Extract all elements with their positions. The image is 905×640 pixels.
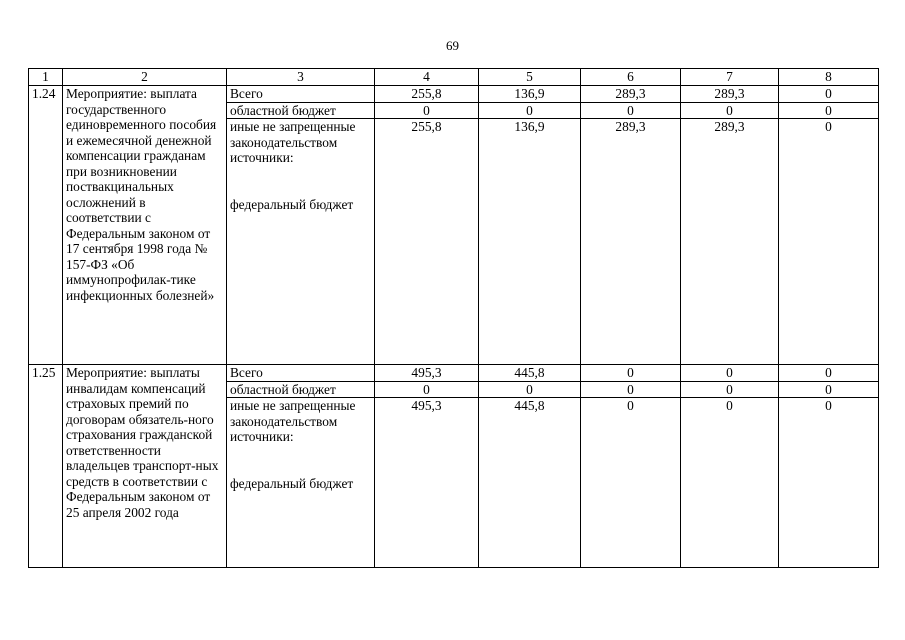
- value-cell: 495,3: [375, 398, 479, 568]
- value-cell: 0: [779, 398, 879, 568]
- value-cell: 0: [581, 365, 681, 382]
- value-cell: 0: [779, 119, 879, 365]
- value-cell: 289,3: [581, 86, 681, 103]
- value-cell: 445,8: [479, 365, 581, 382]
- value-cell: 0: [375, 102, 479, 119]
- value-cell: 0: [581, 102, 681, 119]
- column-header-2: 2: [63, 69, 227, 86]
- value-cell: 136,9: [479, 119, 581, 365]
- source-label-group: [227, 398, 375, 568]
- row-description: Мероприятие: выплаты инвалидам компенсаций страховых премий по договорам обязатель-ного страхования гражданской ответственности владельцев транспорт-ных средств в соответствии с Федеральным законом от 25 апреля 2002 года: [63, 365, 227, 568]
- column-header-5: 5: [479, 69, 581, 86]
- table-row: [29, 86, 879, 103]
- value-cell: 495,3: [375, 365, 479, 382]
- value-cell: 0: [581, 398, 681, 568]
- value-cell: 0: [581, 381, 681, 398]
- spacer: [230, 166, 371, 197]
- value-cell: 255,8: [375, 86, 479, 103]
- value-cell: 445,8: [479, 398, 581, 568]
- value-cell: 136,9: [479, 86, 581, 103]
- source-label-group: [227, 119, 375, 365]
- table-row: [29, 365, 879, 382]
- row-description: Мероприятие: выплата государственного единовременного пособия и ежемесячной денежной компенсации гражданам при возникновении поствакцинальных осложнений в соответствии с Федеральным законом от 17 сентября 1998 года № 157-ФЗ «Об иммунопрофилак-тике инфекционных болезней»: [63, 86, 227, 365]
- value-cell: 0: [681, 365, 779, 382]
- row-index: 1.24: [29, 86, 63, 365]
- source-label: областной бюджет: [227, 102, 375, 119]
- value-cell: 0: [681, 102, 779, 119]
- column-header-6: 6: [581, 69, 681, 86]
- spacer: [230, 445, 371, 476]
- federal-budget-label: федеральный бюджет: [230, 475, 354, 491]
- value-cell: 289,3: [681, 86, 779, 103]
- column-header-3: 3: [227, 69, 375, 86]
- value-cell: 0: [779, 381, 879, 398]
- value-cell: 289,3: [681, 119, 779, 365]
- column-header-8: 8: [779, 69, 879, 86]
- column-header-7: 7: [681, 69, 779, 86]
- value-cell: 0: [681, 398, 779, 568]
- value-cell: 0: [479, 381, 581, 398]
- other-sources-label: иные не запрещенные законодательством источники:: [230, 398, 356, 444]
- header-row: [29, 69, 879, 86]
- value-cell: 0: [779, 86, 879, 103]
- federal-budget-label: федеральный бюджет: [230, 196, 354, 212]
- row-index: 1.25: [29, 365, 63, 568]
- value-cell: 0: [779, 102, 879, 119]
- source-label: Всего: [227, 86, 375, 103]
- value-cell: 289,3: [581, 119, 681, 365]
- value-cell: 0: [681, 381, 779, 398]
- column-header-1: 1: [29, 69, 63, 86]
- budget-table: [28, 68, 879, 568]
- source-label: областной бюджет: [227, 381, 375, 398]
- page-number: 69: [446, 38, 459, 53]
- other-sources-label: иные не запрещенные законодательством источники:: [230, 119, 356, 165]
- value-cell: 0: [479, 102, 581, 119]
- value-cell: 0: [375, 381, 479, 398]
- source-label: Всего: [227, 365, 375, 382]
- column-header-4: 4: [375, 69, 479, 86]
- value-cell: 0: [779, 365, 879, 382]
- value-cell: 255,8: [375, 119, 479, 365]
